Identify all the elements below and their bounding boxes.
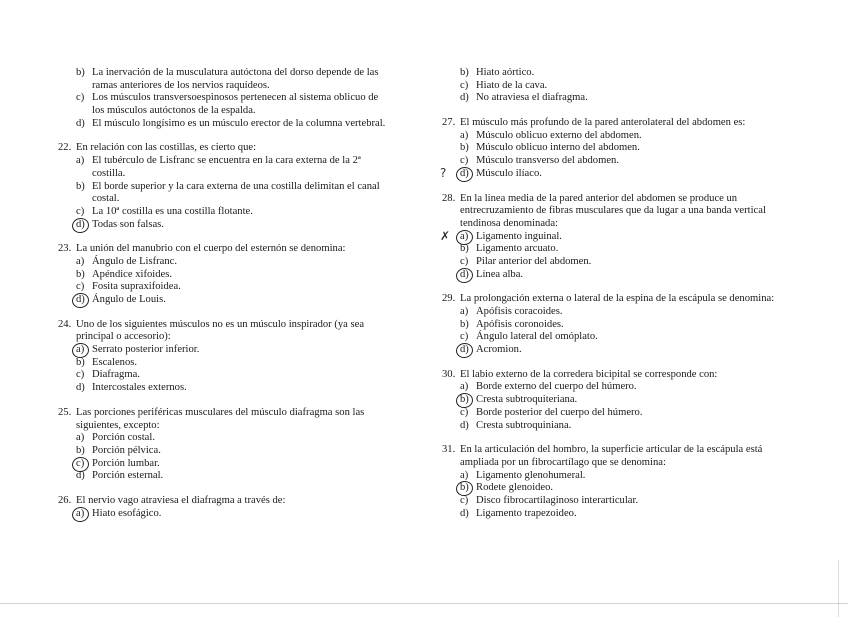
option-text: Cresta subtroquiteriana. [476,394,578,406]
option-letter: a) [460,381,469,393]
question-stem [442,444,787,457]
question-text: El labio externo de la corredera bicipital se corresponde con: [460,368,718,380]
option-text: Apéndice xifoides. [92,268,173,280]
option-letter: d) [460,168,474,181]
option-text: Ligamento trapezoideo. [476,507,577,519]
answer-option [58,269,403,282]
option-text: Ángulo de Louis. [92,294,166,305]
answer-option [58,445,403,458]
answer-option [442,92,787,105]
question-text: principal o accesorio): [76,331,171,343]
question-26 [58,495,403,520]
answer-option [442,80,787,93]
option-text: El músculo longísimo es un músculo erector de la columna vertebral. [92,117,386,129]
answer-option [58,206,403,219]
question-number: 28. [442,192,456,204]
option-letter: a) [460,306,469,317]
option-letter: b) [460,482,474,495]
option-letter: a) [76,255,85,267]
question-number: 26. [58,494,72,506]
question-number: 23. [58,243,72,255]
question-stem [58,319,403,332]
answer-option [442,508,787,521]
option-letter: b) [76,180,85,192]
answer-option [58,369,403,382]
answer-option [442,142,787,155]
option-text: Porción pélvica. [92,444,161,456]
question-text: En relación con las costillas, es cierto que: [76,142,257,154]
option-letter: d) [76,470,85,482]
question-29 [442,293,787,356]
answer-option [58,67,403,80]
answer-option [442,319,787,332]
option-text: Hiato de la cava. [476,79,548,91]
left-column [58,67,403,520]
answer-option [442,470,787,483]
question-stem [442,218,787,231]
scan-edge-line [0,603,848,604]
option-text: Acromion. [476,344,522,356]
option-letter: a) [76,155,85,167]
carryover-options [442,67,787,105]
option-letter: a) [76,432,85,444]
option-text: Diafragma. [92,369,140,381]
answer-option [58,432,403,445]
option-letter: a) [460,469,469,481]
question-text: ampliada por un fibrocartílago que se denomina: [460,456,666,468]
option-text: Los músculos transversoespinosos pertenecen al sistema oblicuo de [92,92,379,104]
answer-option [442,420,787,433]
right-column [442,67,787,520]
option-text: Fosita supraxifoidea. [92,281,181,293]
option-text: Pilar anterior del abdomen. [476,255,592,267]
option-text: Escalenos. [92,356,138,368]
answer-option [58,281,403,294]
question-text: En la línea media de la pared anterior del abdomen se produce un [460,192,738,204]
answer-option [442,495,787,508]
option-text: El tubérculo de Lisfranc se encuentra en la cara externa de la 2ª [92,155,361,167]
option-text: Hiato aórtico. [476,67,535,78]
option-text: Apófisis coracoides. [476,306,563,317]
question-number: 24. [58,318,72,330]
question-25 [58,407,403,483]
question-text: La unión del manubrio con el cuerpo del esternón se denomina: [76,243,346,255]
question-22 [58,142,403,231]
question-number: 22. [58,142,72,154]
question-text: En la articulación del hombro, la superficie articular de la escápula está [460,444,763,456]
question-stem [442,205,787,218]
question-stem [442,117,787,130]
question-number: 31. [442,444,456,456]
option-letter: b) [76,67,85,78]
option-letter: b) [76,356,85,368]
option-text: Rodete glenoideo. [476,482,554,494]
option-letter: d) [460,344,474,357]
question-23 [58,243,403,306]
question-text: Uno de los siguientes músculos no es un músculo inspirador (ya sea [76,318,365,330]
question-stem [58,243,403,256]
option-text: No atraviesa el diafragma. [476,92,588,104]
answer-option [442,67,787,80]
option-text: Músculo ilíaco. [476,167,542,179]
question-number: 27. [442,117,456,129]
question-30 [442,369,787,432]
handwritten-mark: ? [440,165,447,180]
answer-option-continued: los músculos autóctonos de la espalda. [92,105,256,117]
question-text: tendinosa denominada: [460,217,558,229]
answer-option-continued: costal. [92,193,120,205]
answer-option [58,155,403,168]
option-letter: d) [460,507,469,519]
answer-option [58,470,403,483]
option-text: Porción costal. [92,432,155,444]
question-stem [58,420,403,433]
option-letter: c) [76,369,85,381]
option-text: Porción lumbar. [92,457,160,469]
carryover-options [58,67,403,130]
answer-option [442,344,787,357]
option-text: Serrato posterior inferior. [92,344,200,356]
option-letter: a) [76,344,90,357]
option-text: Intercostales externos. [92,382,187,394]
option-letter: d) [76,219,90,232]
question-24 [58,319,403,395]
option-letter: a) [76,508,90,521]
option-text: Músculo oblicuo interno del abdomen. [476,142,640,154]
question-28 [442,193,787,282]
answer-option [440,165,787,181]
answer-option [58,508,403,521]
answer-option [58,256,403,269]
answer-option [442,407,787,420]
option-letter: b) [460,142,469,154]
answer-option [58,118,403,131]
answer-option [58,294,403,307]
answer-option [442,155,787,168]
answer-option [58,357,403,370]
option-letter: d) [76,117,85,129]
option-letter: d) [460,269,474,282]
question-text: Las porciones periféricas musculares del músculo diafragma son las [76,406,365,418]
option-text: Ligamento arcuato. [476,243,559,255]
option-text: El borde superior y la cara externa de una costilla delimitan el canal [92,180,380,192]
option-letter: b) [460,394,474,407]
option-letter: c) [460,79,469,91]
answer-option [58,181,403,194]
answer-option [442,394,787,407]
handwritten-mark: ✗ [440,228,451,243]
question-stem [58,495,403,508]
option-text: Músculo oblicuo externo del abdomen. [476,129,642,141]
option-text: Línea alba. [476,268,524,280]
option-letter: c) [76,281,85,293]
answer-option [442,256,787,269]
option-letter: b) [460,67,469,78]
answer-option [58,92,403,105]
option-text: La 10ª costilla es una costilla flotante. [92,205,253,217]
option-letter: d) [76,382,85,394]
option-letter: c) [460,255,469,267]
option-text: Disco fibrocartilaginoso interarticular. [476,494,639,506]
option-letter: a) [460,231,474,244]
answer-option [442,130,787,143]
option-text: Ángulo lateral del omóplato. [476,331,598,343]
answer-option [58,344,403,357]
option-letter: a) [460,129,469,141]
option-text: Ángulo de Lisfranc. [92,255,178,267]
question-text: siguientes, excepto: [76,419,160,431]
answer-option [58,219,403,232]
option-letter: c) [460,406,469,418]
question-text: El nervio vago atraviesa el diafragma a través de: [76,494,286,506]
question-number: 29. [442,293,456,305]
question-stem [58,407,403,420]
scan-edge-line [838,560,839,617]
answer-option [442,381,787,394]
question-27 [442,117,787,180]
option-letter: c) [76,205,85,217]
option-letter: c) [76,92,85,104]
answer-option [442,306,787,319]
option-letter: c) [460,155,469,167]
question-stem [442,457,787,470]
question-stem [442,369,787,382]
option-letter: b) [76,444,85,456]
option-text: Hiato esofágico. [92,507,162,519]
option-letter: b) [76,268,85,280]
option-letter: c) [460,494,469,506]
question-31 [442,444,787,520]
answer-option-continued: ramas anteriores de los nervios raquídeos. [92,79,270,91]
answer-option [442,243,787,256]
option-text: Borde externo del cuerpo del húmero. [476,381,637,393]
option-text: Músculo transverso del abdomen. [476,155,619,167]
option-letter: b) [460,243,469,255]
question-number: 25. [58,406,72,418]
answer-option [442,482,787,495]
option-text: Todas son falsas. [92,218,164,230]
answer-option [442,331,787,344]
option-letter: c) [76,458,90,471]
answer-option [58,458,403,471]
answer-option [58,382,403,395]
option-letter: b) [460,318,469,330]
question-stem [58,142,403,155]
option-letter: c) [460,331,469,343]
question-stem [58,331,403,344]
option-text: La inervación de la musculatura autóctona del dorso depende de las [92,67,379,78]
question-stem [442,293,787,306]
answer-option-continued: costilla. [92,167,126,179]
question-text: La prolongación externa o lateral de la espina de la escápula se denomina: [460,293,775,305]
option-text: Ligamento glenohumeral. [476,469,586,481]
answer-option [440,228,787,244]
question-text: entrecruzamiento de fibras musculares que da lugar a una banda vertical [460,205,766,217]
option-letter: d) [460,92,469,104]
answer-option [442,269,787,282]
option-text: Ligamento inguinal. [476,230,562,242]
option-text: Borde posterior del cuerpo del húmero. [476,406,643,418]
option-letter: d) [76,294,90,307]
option-text: Porción esternal. [92,470,164,482]
option-text: Cresta subtroquiniana. [476,419,572,431]
question-stem [442,193,787,206]
question-text: El músculo más profundo de la pared anterolateral del abdomen es: [460,117,746,129]
option-text: Apófisis coronoides. [476,318,564,330]
option-letter: d) [460,419,469,431]
question-number: 30. [442,368,456,380]
